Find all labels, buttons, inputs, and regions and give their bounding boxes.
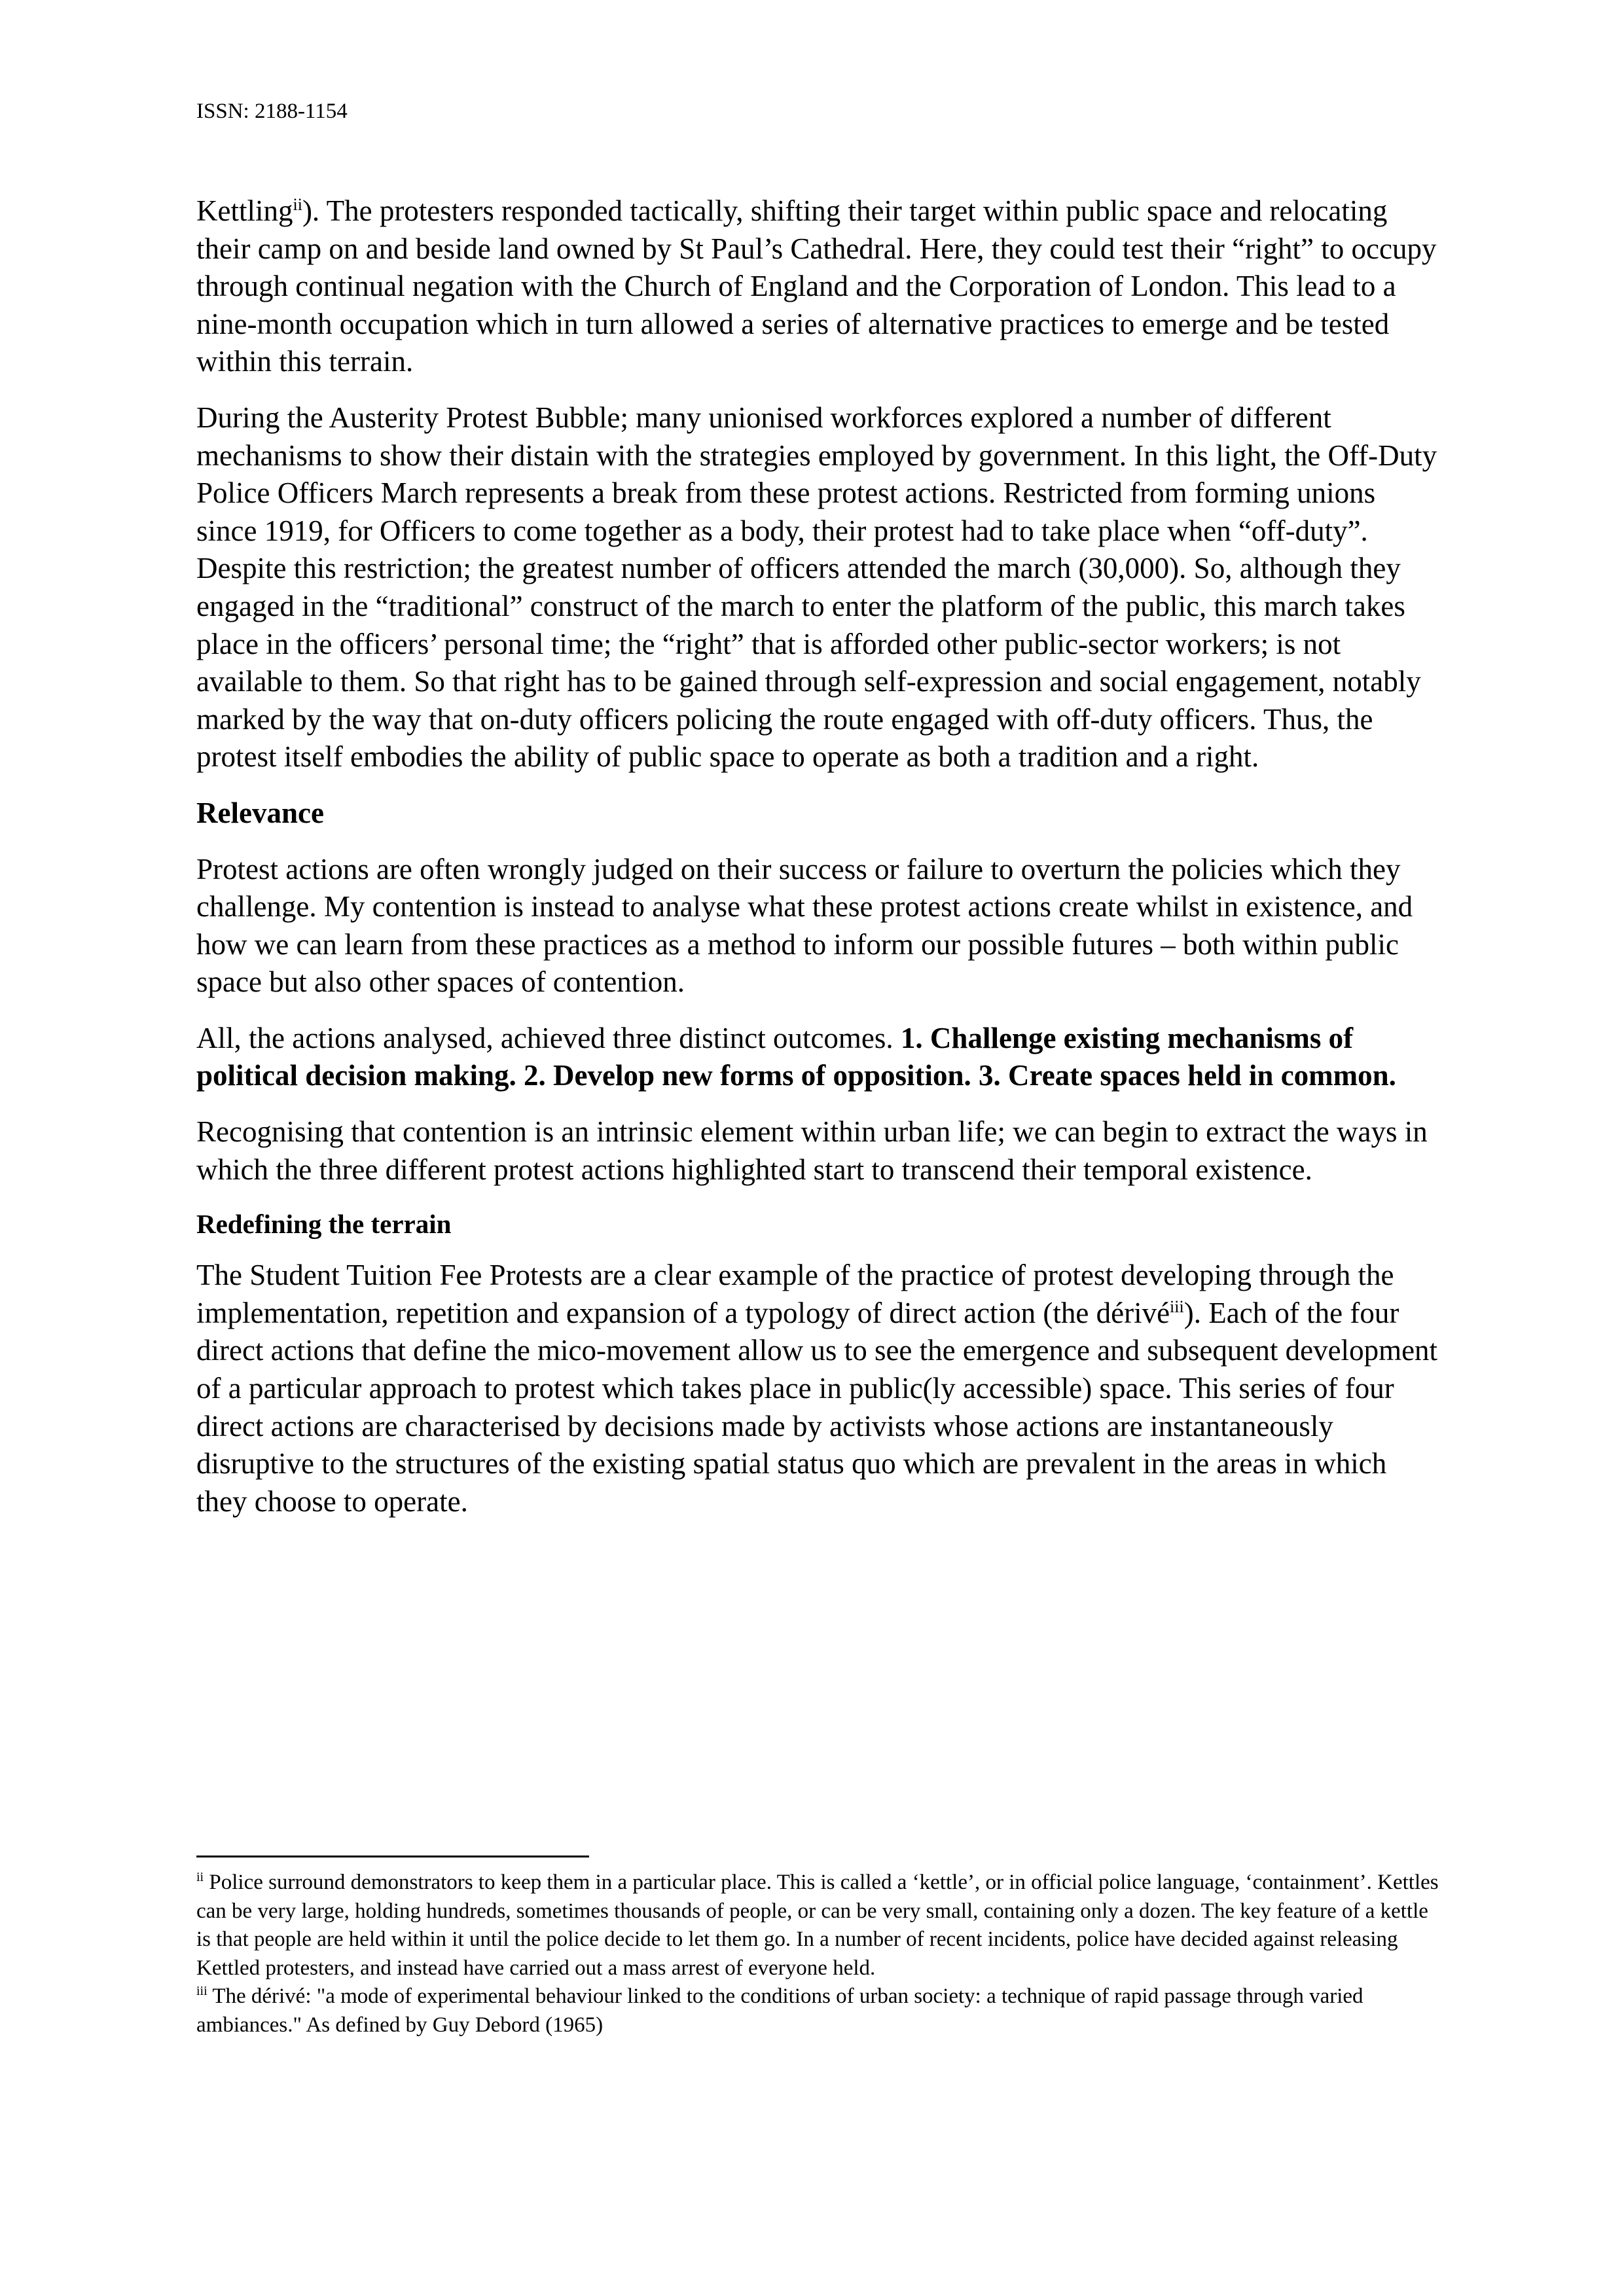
paragraph-kettling bbox=[196, 192, 1440, 381]
footnote-text-ii: Police surround demonstrators to keep them in a particular place. This is called a ‘kettle’, or in official police language, ‘containment’. Kettles can be very large, holding hundreds, sometimes thousands of people, or can be very small, containing only a dozen. The key feature of a kettle is that people are held within it until the police decide to let them go. In a number of recent incidents, police have decided against releasing Kettled protesters, and instead have carried out a mass arrest of everyone held. bbox=[196, 1871, 1439, 1980]
paragraph-austerity: During the Austerity Protest Bubble; many unionised workforces explored a number of different mechanisms to show their distain with the strategies employed by government. In this light, the Off-Duty Police Officers March represents a break from these protest actions. Restricted from forming unions since 1919, for Officers to come together as a body, their protest had to take place when “off-duty”. Despite this restriction; the greatest number of officers attended the march (30,000). So, although they engaged in the “traditional” construct of the march to enter the platform of the public, this march takes place in the officers’ personal time; the “right” that is afforded other public-sector workers; is not available to them. So that right has to be gained through self-expression and social engagement, notably marked by the way that on-duty officers policing the route engaged with off-duty officers. Thus, the protest itself embodies the ability of public space to operate as both a tradition and a right. bbox=[196, 401, 1437, 774]
paragraph-outcomes-intro: All, the actions analysed, achieved three distinct outcomes. bbox=[196, 1021, 901, 1054]
footnote-text-iii: The dérivé: "a mode of experimental behaviour linked to the conditions of urban society: a technique of rapid passage through varied ambiances." As defined by Guy Debord (1965) bbox=[196, 1984, 1363, 2037]
paragraph-kettling-start: Kettling bbox=[196, 194, 293, 227]
footnote-marker-ii: ii bbox=[196, 1870, 204, 1884]
body-text bbox=[196, 192, 1440, 1539]
heading-relevance: Relevance bbox=[196, 796, 324, 829]
paragraph-outcomes bbox=[196, 1020, 1440, 1095]
footnote-ii bbox=[196, 1869, 1440, 1982]
footnote-ref-ii[interactable]: ii bbox=[293, 195, 302, 214]
footnote-marker-iii: iii bbox=[196, 1984, 208, 1998]
paragraph-student-protests-rest: ). Each of the four direct actions that define the mico-movement allow us to see the emergence and subsequent development of a particular approach to protest which takes place in public(ly accessible) space. This series of four direct actions are characterised by decisions made by activists whose actions are instantaneously disruptive to the structures of the existing spatial status quo which are prevalent in the areas in which they choose to operate. bbox=[196, 1296, 1438, 1518]
paragraph-kettling-rest: ). The protesters responded tactically, shifting their target within public space and relocating their camp on and beside land owned by St Paul’s Cathedral. Here, they could test their “right” to occupy through continual negation with the Church of England and the Corporation of London. This lead to a nine-month occupation which in turn allowed a series of alternative practices to emerge and be tested within this terrain. bbox=[196, 194, 1437, 378]
paragraph-student-protests-start: The Student Tuition Fee Protests are a clear example of the practice of protest developing through the implementation, repetition and expansion of a typology of direct action (the dérivé bbox=[196, 1259, 1394, 1329]
footnote-ref-iii[interactable]: iii bbox=[1170, 1297, 1184, 1316]
heading-redefining-terrain: Redefining the terrain bbox=[196, 1209, 452, 1240]
paragraph-protest-actions: Protest actions are often wrongly judged on their success or failure to overturn the policies which they challenge. My contention is instead to analyse what these protest actions create whilst in existence, and how we can learn from these practices as a method to inform our possible futures – both within public space but also other spaces of contention. bbox=[196, 852, 1413, 999]
paragraph-contention: Recognising that contention is an intrinsic element within urban life; we can begin to extract the ways in which the three different protest actions highlighted start to transcend their temporal existence. bbox=[196, 1115, 1428, 1186]
issn-header: ISSN: 2188-1154 bbox=[196, 99, 348, 123]
footnote-iii bbox=[196, 1982, 1440, 2039]
paragraph-outcomes-list: 1. Challenge existing mechanisms of political decision making. 2. Develop new forms of opposition. 3. Create spaces held in common. bbox=[196, 1021, 1396, 1092]
footnotes bbox=[196, 1869, 1440, 2039]
paragraph-student-protests bbox=[196, 1257, 1440, 1520]
footnote-separator bbox=[196, 1856, 589, 1857]
